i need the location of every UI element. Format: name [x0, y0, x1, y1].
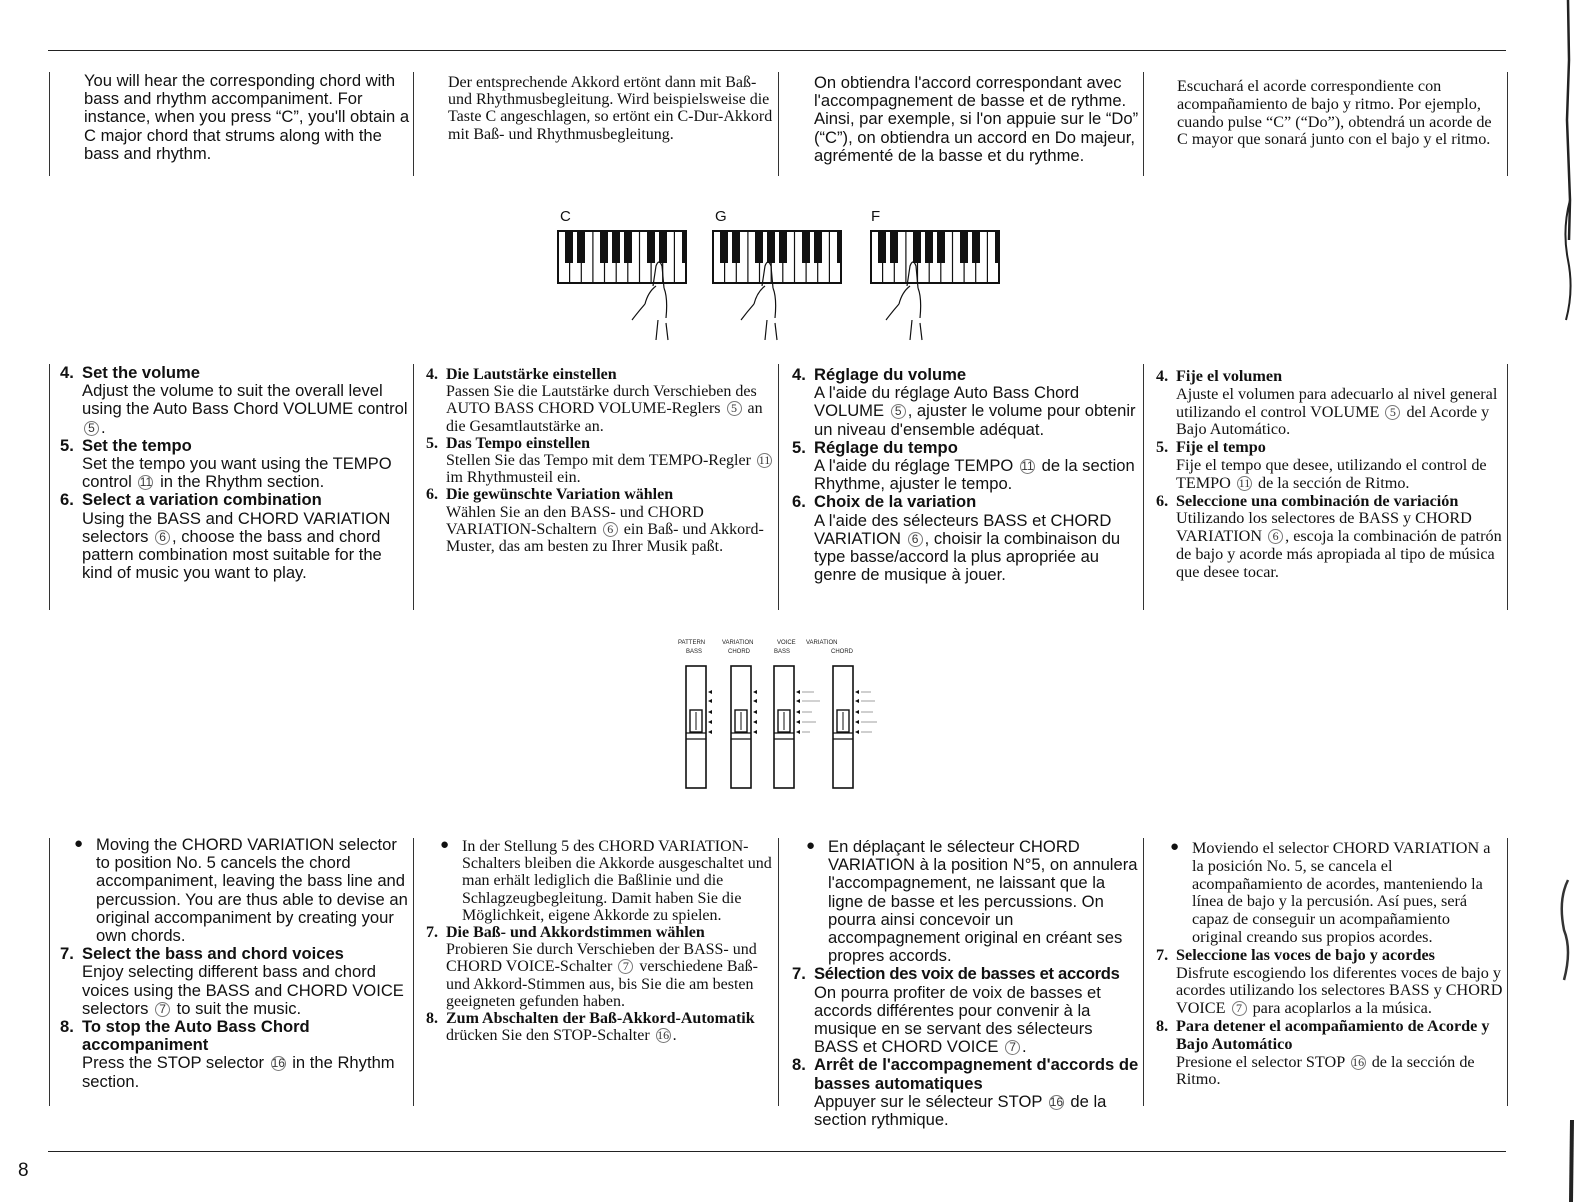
steps-4-6-german [426, 366, 774, 555]
column-divider [413, 72, 414, 176]
steps-4-6-french [792, 366, 1140, 584]
keyboard-label-c: C [560, 208, 571, 225]
control-number-badge: 5 [84, 421, 99, 436]
label-chord: CHORD [728, 649, 750, 655]
control-number-badge: 11 [139, 475, 153, 490]
label-variation-2: VARIATION [806, 640, 838, 646]
control-number-badge: 16 [1352, 1054, 1365, 1069]
steps-7-8-spanish [1156, 840, 1504, 1089]
step-7: 7. Sélection des voix de basses et accords On pourra profiter de voix de basses et accords différentes pour convenir à la musique en se servant des sélecteurs BASS et CHORD VOICE 7 . [792, 964, 1120, 1057]
intro-french: On obtiendra l'accord correspondant avec l'accompagnement de basse et de rythme. Ainsi, par exemple, si l'on appuie sur le “Do” (“C”), on obtiendra un accord en Do majeur, agrémenté de la basse et du rythme. [814, 73, 1139, 165]
step-5: 5. Das Tempo einstellen Stellen Sie das Tempo mit dem TEMPO-Regler 11 im Rhythmusteil ein. [426, 434, 771, 487]
column-divider [1143, 838, 1144, 1106]
bullet-icon: ● [74, 835, 84, 852]
step-8: 8. Arrêt de l'accompagnement d'accords de basses automatiques Appuyer sur le sélecteur STOP 16 de la section rythmique. [792, 1055, 1139, 1130]
step-4: 4. Fije el volumen Ajuste el volumen para adecuarlo al nivel general utilizando el control VOLUME 5 del Acorde y Bajo Automático. [1156, 367, 1498, 439]
control-number-badge: 16 [657, 1028, 670, 1043]
control-number-badge: 6 [1268, 529, 1283, 544]
note-bullet: ● In der Stellung 5 des CHORD VARIATION-Schalters bleiben die Akkorde ausgeschaltet und man erhält lediglich die Baßlinie und die Schlagzeugbegleitung. Damit haben Sie die Möglichkeit, eigene Akkorde zu spielen. [440, 837, 772, 924]
steps-7-8-french [792, 838, 1140, 1129]
step-4: 4. Réglage du volume A l'aide du réglage Auto Bass Chord VOLUME 5 , ajuster le volume pour obtenir un niveau d'ensemble adéquat. [792, 365, 1136, 439]
control-number-badge: 6 [155, 530, 170, 545]
step-5: 5. Fije el tempo Fije el tempo que desee, utilizando el control de TEMPO 11 de la sección de Ritmo. [1156, 438, 1487, 492]
control-number-badge: 11 [1021, 459, 1034, 474]
control-number-badge: 7 [1005, 1040, 1020, 1055]
column-divider [778, 72, 779, 176]
control-number-badge: 6 [908, 532, 923, 547]
keyboard-label-f: F [871, 208, 881, 225]
column-divider [1143, 72, 1144, 176]
control-number-badge: 5 [1385, 405, 1400, 420]
bullet-icon: ● [1170, 839, 1180, 855]
selector-switches-illustration [676, 636, 886, 792]
bullet-icon: ● [806, 837, 816, 854]
column-divider [1507, 364, 1508, 610]
step-6: 6. Select a variation combination Using the BASS and CHORD VARIATION selectors 6 , choose the bass and chord pattern combination most suitable for the kind of music you want to play. [60, 490, 391, 583]
column-divider [413, 364, 414, 610]
column-divider [778, 364, 779, 610]
column-divider [1507, 72, 1508, 176]
control-number-badge: 16 [1049, 1094, 1064, 1109]
step-7: 7. Die Baß- und Akkordstimmen wählen Probieren Sie durch Verschieben der BASS- und CHORD VOICE-Schalter 7 verschiedene Baß- und Akkord-Stimmen aus, bis Sie die am besten geeigneten gefunden haben. [426, 924, 758, 1010]
label-chord-2: CHORD [831, 649, 853, 655]
steps-4-6-spanish [1156, 368, 1504, 582]
control-number-badge: 5 [891, 404, 906, 419]
step-4: 4. Set the volume Adjust the volume to suit the overall level using the Auto Bass Chord VOLUME control 5 . [60, 363, 408, 437]
label-bass: BASS [686, 649, 703, 655]
control-number-badge: 16 [271, 1056, 285, 1071]
control-number-badge: 7 [618, 959, 633, 974]
step-6: 6. Die gewünschte Variation wählen Wählen Sie an den BASS- und CHORD VARIATION-Schaltern 6 ein Baß- und Akkord-Muster, das am besten zu Ihrer Musik paßt. [426, 486, 764, 556]
steps-7-8-english [60, 836, 410, 1091]
bullet-icon: ● [440, 837, 450, 853]
note-bullet: ● Moviendo el selector CHORD VARIATION a la posición No. 5, se cancela el acompañamiento de acordes, manteniendo la línea de bajo y la percusión. Así pues, será capaz de conseguir un acompañamiento original creando sus propios acordes. [1170, 839, 1491, 946]
keyboard-chord-illustration [540, 228, 1020, 346]
intro-english: You will hear the corresponding chord with bass and rhythm accompaniment. For instance, when you press “C”, you'll obtain a C major chord that strums along with the bass and rhythm. [84, 71, 410, 163]
note-bullet: ● Moving the CHORD VARIATION selector to position No. 5 cancels the chord accompaniment, leaving the bass line and percussion. You are thus able to devise an original accompaniment by creating your own chords. [74, 835, 408, 946]
control-number-badge: 6 [603, 522, 618, 537]
control-number-badge: 7 [1232, 1001, 1247, 1016]
control-number-badge: 11 [758, 453, 771, 468]
keyboard-label-g: G [715, 208, 727, 225]
column-divider [1143, 364, 1144, 610]
label-variation: VARIATION [722, 640, 754, 646]
step-5: 5. Set the tempo Set the tempo you want using the TEMPO control 11 in the Rhythm section. [60, 435, 392, 492]
step-8: 8. Zum Abschalten der Baß-Akkord-Automatik drücken Sie den STOP-Schalter 16 . [426, 1010, 755, 1045]
intro-german: Der entsprechende Akkord ertönt dann mit Baß- und Rhythmusbegleitung. Wird beispielsweise die Taste C angeschlagen, so ertönt ein C-Dur-Akkord mit Baß- und Rhythmusbegleitung. [448, 74, 773, 143]
step-5: 5. Réglage du tempo A l'aide du réglage TEMPO 11 de la section Rhythme, ajuster le tempo. [792, 437, 1135, 494]
steps-4-6-english [60, 364, 410, 582]
label-bass-2: BASS [774, 649, 791, 655]
step-6: 6. Seleccione una combinación de variación Utilizando los selectores de BASS y CHORD VARIATION 6 , escoja la combinación de patrón de bajo y acorde más apropiada al tipo de música que desee tocar. [1156, 491, 1502, 581]
column-divider [1507, 838, 1508, 1106]
column-divider [49, 838, 50, 1106]
control-number-badge: 11 [1238, 475, 1251, 490]
top-rule [48, 50, 1506, 51]
keyboard-f-illustration [871, 231, 999, 340]
keyboard-c-illustration [558, 231, 686, 340]
steps-7-8-german [426, 838, 774, 1044]
label-pattern: PATTERN [678, 640, 706, 646]
bottom-rule [48, 1151, 1506, 1152]
keyboard-g-illustration [713, 231, 841, 340]
note-bullet: ● En déplaçant le sélecteur CHORD VARIATION à la position N°5, on annulera l'accompagnement, ne laissant que la ligne de basse et les percussions. On pourra ainsi concevoir un accompagnement original en créant ses propres accords. [806, 837, 1138, 966]
column-divider [413, 838, 414, 1106]
column-divider [49, 72, 50, 176]
column-divider [778, 838, 779, 1106]
column-divider [49, 364, 50, 610]
step-4: 4. Die Lautstärke einstellen Passen Sie die Lautstärke durch Verschieben des AUTO BASS CHORD VOLUME-Reglers 5 an die Gesamtlautstärke an. [426, 366, 763, 435]
step-8: 8. To stop the Auto Bass Chord accompaniment Press the STOP selector 16 in the Rhythm section. [60, 1017, 395, 1091]
step-6: 6. Choix de la variation A l'aide des sélecteurs BASS et CHORD VARIATION 6 , choisir la combinaison du type basse/accord la plus apropriée au genre de musique à jouer. [792, 492, 1121, 585]
step-7: 7. Seleccione las voces de bajo y acordes Disfrute escogiendo los diferentes voces de bajo y acordes utilizando los selectores BASS y CHORD VOICE 7 para acoplarlos a la música. [1156, 945, 1503, 1018]
control-number-badge: 5 [727, 401, 742, 416]
scan-edge-marks [1554, 0, 1576, 1202]
label-voice: VOICE [777, 640, 796, 646]
step-7: 7. Select the bass and chord voices Enjoy selecting different bass and chord voices using the BASS and CHORD VOICE selectors 7 to suit the music. [60, 944, 404, 1018]
intro-spanish: Escuchará el acorde correspondiente con acompañamiento de bajo y ritmo. Por ejemplo, cuando pulse “C” (“Do”), obtendrá un acorde de C mayor que sonará junto con el bajo y el ritmo. [1177, 77, 1492, 149]
control-number-badge: 7 [155, 1002, 170, 1017]
page-number: 8 [18, 1160, 29, 1181]
step-8: 8. Para detener el acompañamiento de Acorde y Bajo Automático Presione el selector STOP 16 de la sección de Ritmo. [1156, 1016, 1490, 1089]
